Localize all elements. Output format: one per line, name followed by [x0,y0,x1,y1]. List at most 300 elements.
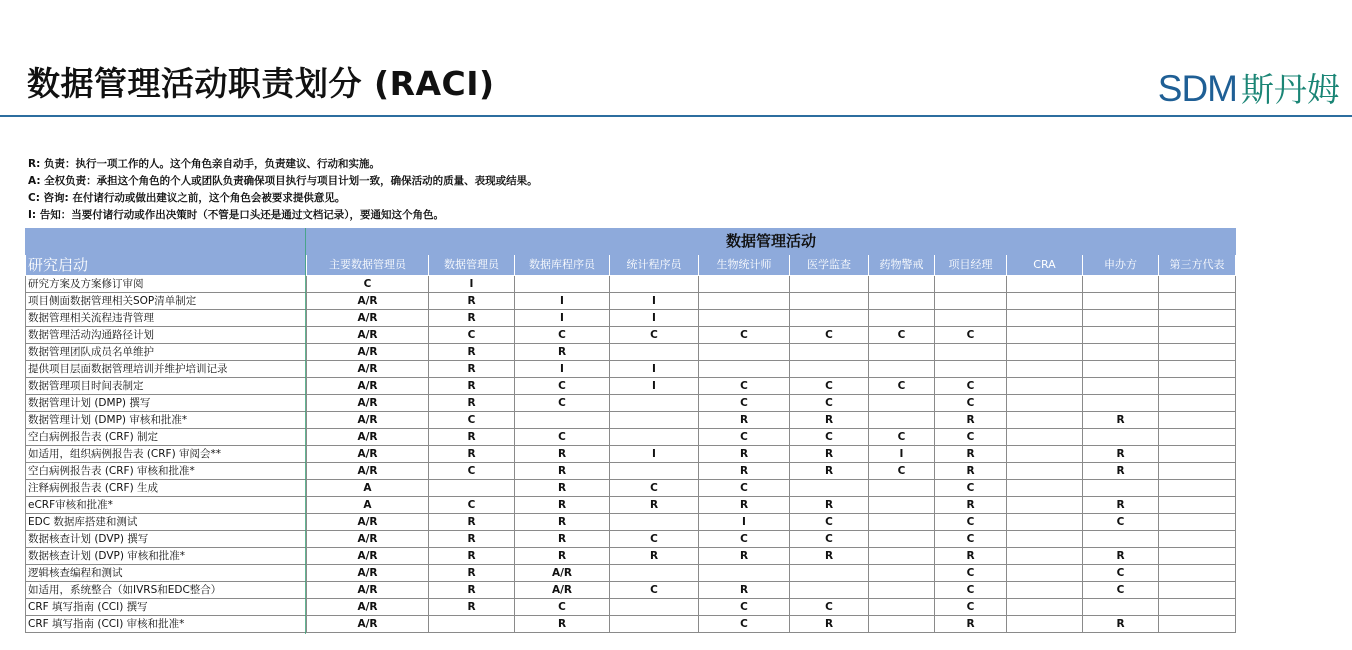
raci-table [25,228,1236,633]
raci-cell: C [699,616,790,633]
banner-spacer [26,229,307,255]
raci-cell [699,310,790,327]
raci-cell: C [790,599,869,616]
raci-cell [1083,378,1159,395]
raci-cell [1007,531,1083,548]
raci-cell: A/R [307,395,429,412]
raci-cell: C [429,327,515,344]
table-row [26,446,1236,463]
raci-cell: R [429,310,515,327]
table-row [26,429,1236,446]
raci-cell: R [790,412,869,429]
table-row [26,327,1236,344]
section-title: 研究启动 [26,255,307,276]
raci-cell [610,412,699,429]
raci-cell [1159,463,1236,480]
raci-cell: R [515,531,610,548]
activity-cell: 数据管理活动沟通路径计划 [26,327,307,344]
raci-cell: C [515,395,610,412]
table-row [26,548,1236,565]
raci-cell [610,395,699,412]
raci-cell: C [790,531,869,548]
raci-cell: R [790,446,869,463]
raci-cell [1159,497,1236,514]
raci-cell [1159,531,1236,548]
raci-cell: R [429,378,515,395]
raci-cell [790,565,869,582]
raci-cell: C [869,327,935,344]
raci-cell: A/R [307,548,429,565]
table-row [26,599,1236,616]
raci-cell: I [515,361,610,378]
raci-cell [935,344,1007,361]
raci-cell [1007,548,1083,565]
raci-cell [935,361,1007,378]
raci-cell: C [699,531,790,548]
raci-cell [699,361,790,378]
raci-cell: R [790,548,869,565]
raci-cell: R [1083,463,1159,480]
raci-cell: C [790,395,869,412]
table-row [26,463,1236,480]
raci-cell [1083,293,1159,310]
raci-cell: R [1083,446,1159,463]
raci-cell: I [610,446,699,463]
raci-cell: C [515,429,610,446]
raci-cell: R [515,497,610,514]
raci-cell [1159,378,1236,395]
table-header-row [26,255,1236,276]
table-row [26,378,1236,395]
activity-cell: 研究方案及方案修订审阅 [26,276,307,293]
raci-cell: C [429,463,515,480]
raci-cell [1007,480,1083,497]
role-header: 主要数据管理员 [307,255,429,276]
raci-cell [1083,310,1159,327]
raci-cell: A/R [307,344,429,361]
raci-cell [935,310,1007,327]
raci-cell [610,344,699,361]
raci-cell [1083,480,1159,497]
raci-cell [1159,480,1236,497]
raci-cell: R [429,429,515,446]
raci-cell: R [935,412,1007,429]
raci-cell: C [699,327,790,344]
raci-cell: R [935,616,1007,633]
raci-cell: R [515,548,610,565]
raci-cell: C [935,378,1007,395]
raci-cell: A/R [307,327,429,344]
raci-cell [1007,514,1083,531]
raci-cell [1159,446,1236,463]
raci-cell: R [935,497,1007,514]
raci-cell [515,276,610,293]
activity-cell: 提供项目层面数据管理培训并维护培训记录 [26,361,307,378]
raci-cell [1159,361,1236,378]
raci-cell: A/R [307,565,429,582]
raci-cell: C [610,480,699,497]
raci-cell: R [515,344,610,361]
raci-legend [28,156,538,224]
raci-cell [1007,395,1083,412]
raci-cell [1159,599,1236,616]
raci-cell [869,310,935,327]
raci-cell: C [1083,565,1159,582]
raci-cell [1159,582,1236,599]
raci-cell: R [429,582,515,599]
raci-cell: C [1083,582,1159,599]
raci-cell [869,565,935,582]
raci-cell: I [610,310,699,327]
table-row [26,565,1236,582]
activity-cell: 逻辑核查编程和测试 [26,565,307,582]
raci-cell: C [699,429,790,446]
raci-cell: R [610,548,699,565]
table-row [26,616,1236,633]
raci-cell: A/R [307,582,429,599]
raci-cell: R [429,395,515,412]
raci-cell: C [610,531,699,548]
raci-cell [1159,429,1236,446]
raci-cell [1007,429,1083,446]
raci-cell [1007,582,1083,599]
activity-cell: CRF 填写指南 (CCI) 撰写 [26,599,307,616]
activity-cell: 数据管理团队成员名单维护 [26,344,307,361]
role-header: 统计程序员 [610,255,699,276]
raci-cell [1083,276,1159,293]
raci-cell: R [429,446,515,463]
raci-cell [935,276,1007,293]
raci-cell [869,599,935,616]
raci-cell: R [515,616,610,633]
raci-cell [1083,344,1159,361]
raci-cell: C [699,378,790,395]
raci-cell [1083,531,1159,548]
raci-cell: R [699,446,790,463]
raci-cell: A [307,497,429,514]
raci-cell [1159,412,1236,429]
selection-guide-line [305,228,306,634]
raci-cell [869,582,935,599]
raci-cell: R [429,548,515,565]
activity-cell: EDC 数据库搭建和测试 [26,514,307,531]
raci-cell: R [699,582,790,599]
raci-cell [869,514,935,531]
raci-cell: R [429,514,515,531]
raci-cell [699,276,790,293]
activity-cell: 注释病例报告表 (CRF) 生成 [26,480,307,497]
brand-latin: SDM [1157,68,1237,109]
raci-cell: C [935,327,1007,344]
raci-cell: R [699,463,790,480]
activity-cell: 项目侧面数据管理相关SOP清单制定 [26,293,307,310]
raci-cell: C [429,497,515,514]
raci-cell [869,497,935,514]
raci-cell: C [610,582,699,599]
table-banner: 数据管理活动 [307,229,1236,255]
raci-cell: R [515,514,610,531]
raci-cell [1007,310,1083,327]
raci-cell [790,344,869,361]
legend-i: I: 告知：当要付诸行动或作出决策时（不管是口头还是通过文档记录），要通知这个角色。 [28,209,445,221]
raci-cell: R [790,463,869,480]
role-header: 数据管理员 [429,255,515,276]
raci-cell: C [935,565,1007,582]
activity-cell: 空白病例报告表 (CRF) 审核和批准* [26,463,307,480]
raci-cell: I [515,293,610,310]
raci-cell [1007,412,1083,429]
role-header: CRA [1007,255,1083,276]
raci-cell: C [935,599,1007,616]
role-header: 申办方 [1083,255,1159,276]
raci-cell: C [515,327,610,344]
raci-cell: A/R [307,514,429,531]
raci-cell: C [515,599,610,616]
table-row [26,497,1236,514]
raci-cell: R [1083,412,1159,429]
raci-cell: R [429,344,515,361]
raci-cell [1007,463,1083,480]
raci-cell: C [790,514,869,531]
raci-cell: A/R [307,361,429,378]
raci-cell: R [1083,548,1159,565]
raci-cell [1007,327,1083,344]
raci-cell [869,361,935,378]
raci-cell [429,480,515,497]
raci-cell: R [699,548,790,565]
raci-cell: A/R [307,310,429,327]
raci-cell: A/R [307,446,429,463]
activity-cell: 如适用，系统整合（如IVRS和EDC整合） [26,582,307,599]
raci-cell [610,276,699,293]
raci-cell: A/R [307,378,429,395]
raci-cell: I [869,446,935,463]
raci-cell: A [307,480,429,497]
raci-cell [869,480,935,497]
page-title: 数据管理活动职责划分 (RACI) [27,64,495,103]
raci-cell: C [1083,514,1159,531]
header-divider [0,115,1352,117]
raci-cell [869,276,935,293]
raci-cell [869,395,935,412]
raci-cell [1083,599,1159,616]
raci-cell: C [935,531,1007,548]
raci-cell [1159,327,1236,344]
raci-cell: C [790,429,869,446]
raci-cell: A/R [307,599,429,616]
raci-cell [1007,616,1083,633]
raci-cell [1083,327,1159,344]
raci-cell [790,276,869,293]
raci-cell: I [610,378,699,395]
raci-cell [869,548,935,565]
raci-cell [790,361,869,378]
raci-cell [699,565,790,582]
raci-cell: R [935,548,1007,565]
raci-cell: C [429,412,515,429]
raci-cell: C [307,276,429,293]
raci-cell [869,616,935,633]
activity-cell: CRF 填写指南 (CCI) 审核和批准* [26,616,307,633]
raci-cell: C [869,378,935,395]
raci-cell: C [610,327,699,344]
raci-cell [1007,344,1083,361]
raci-cell: R [429,361,515,378]
table-banner-row [26,229,1236,255]
raci-cell [699,293,790,310]
raci-cell: R [429,565,515,582]
raci-cell: C [935,429,1007,446]
raci-cell: I [699,514,790,531]
raci-cell [1007,446,1083,463]
raci-cell [699,344,790,361]
raci-cell: R [429,531,515,548]
raci-cell: R [429,599,515,616]
raci-cell [1159,293,1236,310]
raci-cell: R [935,463,1007,480]
brand-cn: 斯丹姆 [1241,70,1340,109]
raci-cell [610,429,699,446]
raci-cell [1007,599,1083,616]
raci-cell [1083,395,1159,412]
raci-cell: R [515,480,610,497]
raci-cell: R [790,497,869,514]
legend-a: A: 全权负责：承担这个角色的个人或团队负责确保项目执行与项目计划一致，确保活动的质量、表现或结果。 [28,175,538,187]
raci-cell [610,599,699,616]
raci-cell [869,293,935,310]
raci-cell: I [429,276,515,293]
role-header: 医学监查 [790,255,869,276]
raci-cell: C [869,463,935,480]
raci-cell: C [699,599,790,616]
raci-cell: C [790,327,869,344]
raci-cell: A/R [515,565,610,582]
raci-cell [515,412,610,429]
raci-cell: A/R [307,429,429,446]
table-row [26,361,1236,378]
raci-cell [1159,344,1236,361]
activity-cell: 数据核查计划 (DVP) 撰写 [26,531,307,548]
raci-cell [1083,361,1159,378]
raci-cell [429,616,515,633]
activity-cell: 数据管理计划 (DMP) 审核和批准* [26,412,307,429]
raci-cell: C [935,480,1007,497]
raci-cell [869,412,935,429]
table-row [26,310,1236,327]
raci-cell: R [610,497,699,514]
raci-cell [1159,565,1236,582]
raci-cell [1007,565,1083,582]
raci-cell [1159,276,1236,293]
raci-cell [1007,361,1083,378]
role-header: 项目经理 [935,255,1007,276]
raci-cell: R [699,412,790,429]
raci-cell [610,514,699,531]
raci-cell: I [610,361,699,378]
raci-cell: A/R [307,616,429,633]
activity-cell: 数据管理计划 (DMP) 撰写 [26,395,307,412]
table-row [26,531,1236,548]
table-row [26,582,1236,599]
raci-cell [610,616,699,633]
raci-cell: C [935,514,1007,531]
raci-cell [1159,514,1236,531]
legend-r: R: 负责：执行一项工作的人。这个角色亲自动手，负责建议、行动和实施。 [28,158,380,170]
raci-cell [1007,378,1083,395]
raci-cell: R [790,616,869,633]
raci-cell: C [935,582,1007,599]
role-header: 数据库程序员 [515,255,610,276]
raci-cell [1159,616,1236,633]
raci-cell [1159,310,1236,327]
raci-cell: R [1083,616,1159,633]
raci-cell [1007,497,1083,514]
legend-c: C: 咨询: 在付诸行动或做出建议之前，这个角色会被要求提供意见。 [28,192,346,204]
raci-cell: I [610,293,699,310]
raci-cell [1007,293,1083,310]
raci-cell: A/R [307,531,429,548]
activity-cell: eCRF审核和批准* [26,497,307,514]
table-row [26,412,1236,429]
raci-cell [1159,548,1236,565]
raci-cell [869,531,935,548]
table-row [26,480,1236,497]
raci-cell: C [515,378,610,395]
activity-cell: 空白病例报告表 (CRF) 制定 [26,429,307,446]
raci-cell: R [1083,497,1159,514]
raci-cell: R [935,446,1007,463]
raci-cell: A/R [307,293,429,310]
brand-logo [1158,64,1340,111]
role-header: 第三方代表 [1159,255,1236,276]
activity-cell: 如适用，组织病例报告表 (CRF) 审阅会** [26,446,307,463]
raci-cell [869,344,935,361]
raci-cell: C [790,378,869,395]
role-header: 生物统计师 [699,255,790,276]
raci-cell [790,480,869,497]
raci-cell: C [699,480,790,497]
activity-cell: 数据核查计划 (DVP) 审核和批准* [26,548,307,565]
raci-cell: C [699,395,790,412]
role-header: 药物警戒 [869,255,935,276]
raci-cell [610,565,699,582]
raci-cell: R [515,446,610,463]
raci-cell: A/R [515,582,610,599]
raci-cell [1159,395,1236,412]
raci-cell [935,293,1007,310]
raci-cell [790,310,869,327]
table-row [26,514,1236,531]
raci-cell: R [515,463,610,480]
raci-cell [610,463,699,480]
raci-cell: R [699,497,790,514]
raci-cell: A/R [307,463,429,480]
table-row [26,276,1236,293]
raci-cell [1083,429,1159,446]
raci-cell: C [935,395,1007,412]
raci-cell [790,582,869,599]
activity-cell: 数据管理项目时间表制定 [26,378,307,395]
raci-cell: C [869,429,935,446]
table-row [26,293,1236,310]
table-row [26,344,1236,361]
raci-cell: I [515,310,610,327]
activity-cell: 数据管理相关流程违背管理 [26,310,307,327]
raci-cell [1007,276,1083,293]
raci-cell [790,293,869,310]
raci-cell: R [429,293,515,310]
table-row [26,395,1236,412]
